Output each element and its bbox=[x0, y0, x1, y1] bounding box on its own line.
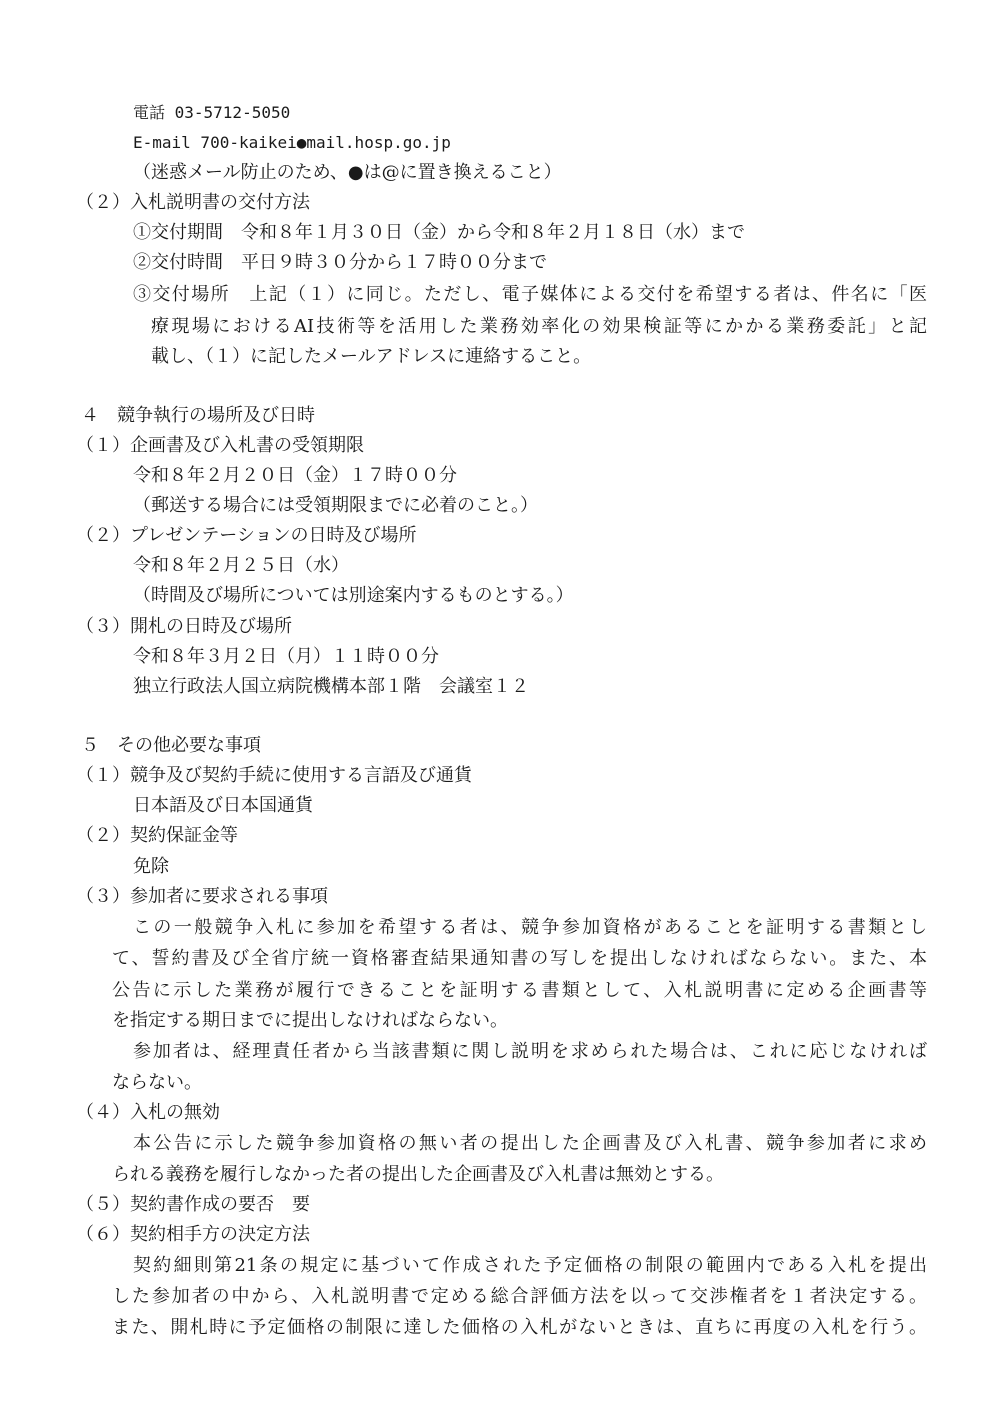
section-3-2-heading: （２）入札説明書の交付方法 bbox=[76, 192, 310, 213]
section-5-2-heading: （２）契約保証金等 bbox=[76, 825, 238, 846]
section-5-2-body: 免除 bbox=[133, 856, 169, 877]
section-5-6-heading: （６）契約相手方の決定方法 bbox=[76, 1224, 310, 1245]
section-4-2-date: 令和８年２月２５日（水） bbox=[133, 555, 349, 576]
section-5-4-line-1: 本公告に示した競争参加資格の無い者の提出した企画書及び入札書、競争参加者に求め bbox=[133, 1133, 927, 1154]
issue-period: ①交付期間 令和８年１月３０日（金）から令和８年２月１８日（水）まで bbox=[133, 222, 745, 243]
issue-time: ②交付時間 平日９時３０分から１７時００分まで bbox=[133, 252, 547, 273]
section-5-3-heading: （３）参加者に要求される事項 bbox=[76, 886, 328, 907]
section-4-1-heading: （１）企画書及び入札書の受領期限 bbox=[76, 435, 364, 456]
section-5-title: ５ その他必要な事項 bbox=[81, 735, 261, 756]
section-5-6-line-2: した参加者の中から、入札説明書で定める総合評価方法を以って交渉権者を１者決定する。 bbox=[112, 1286, 927, 1307]
section-4-3-place: 独立行政法人国立病院機構本部１階 会議室１２ bbox=[133, 676, 529, 697]
section-4-3-heading: （３）開札の日時及び場所 bbox=[76, 616, 292, 637]
section-5-5-heading: （５）契約書作成の要否 要 bbox=[76, 1194, 310, 1215]
section-5-1-heading: （１）競争及び契約手続に使用する言語及び通貨 bbox=[76, 765, 472, 786]
contact-note: （迷惑メール防止のため、●は@に置き換えること） bbox=[133, 162, 562, 183]
issue-place-line-1: ③交付場所 上記（１）に同じ。ただし、電子媒体による交付を希望する者は、件名に「医 bbox=[133, 284, 927, 305]
section-4-3-date: 令和８年３月２日（月）１１時００分 bbox=[133, 646, 439, 667]
contact-phone: 電話 03-5712-5050 bbox=[133, 103, 291, 122]
section-5-4-heading: （４）入札の無効 bbox=[76, 1102, 220, 1123]
issue-place-line-2: 療現場におけるAI技術等を活用した業務効率化の効果検証等にかかる業務委託」と記 bbox=[151, 316, 927, 337]
section-5-6-line-1: 契約細則第21条の規定に基づいて作成された予定価格の制限の範囲内である入札を提出 bbox=[133, 1255, 927, 1276]
section-5-6-line-3: また、開札時に予定価格の制限に達した価格の入札がないときは、直ちに再度の入札を行う。 bbox=[112, 1317, 927, 1338]
section-5-1-body: 日本語及び日本国通貨 bbox=[133, 795, 313, 816]
section-4-2-note: （時間及び場所については別途案内するものとする。） bbox=[133, 585, 574, 606]
contact-email: E-mail 700-kaikei●mail.hosp.go.jp bbox=[133, 133, 451, 152]
section-5-3-para-2-line-2: ならない。 bbox=[112, 1072, 202, 1093]
section-5-3-para-2-line-1: 参加者は、経理責任者から当該書類に関し説明を求められた場合は、これに応じなければ bbox=[133, 1041, 927, 1062]
section-4-1-date: 令和８年２月２０日（金）１７時００分 bbox=[133, 465, 457, 486]
issue-place-line-3: 載し、（１）に記したメールアドレスに連絡すること。 bbox=[151, 346, 592, 367]
section-5-4-line-2: られる義務を履行しなかった者の提出した企画書及び入札書は無効とする。 bbox=[112, 1164, 724, 1185]
section-5-3-para-1-line-4: を指定する期日までに提出しなければならない。 bbox=[112, 1010, 508, 1031]
section-5-3-para-1-line-1: この一般競争入札に参加を希望する者は、競争参加資格があることを証明する書類とし bbox=[133, 917, 927, 938]
section-4-1-note: （郵送する場合には受領期限までに必着のこと。） bbox=[133, 495, 538, 516]
section-4-title: ４ 競争執行の場所及び日時 bbox=[81, 405, 315, 426]
section-5-3-para-1-line-2: て、誓約書及び全省庁統一資格審査結果通知書の写しを提出しなければならない。また、本 bbox=[112, 948, 927, 969]
section-5-3-para-1-line-3: 公告に示した業務が履行できることを証明する書類として、入札説明書に定める企画書等 bbox=[112, 980, 927, 1001]
section-4-2-heading: （２）プレゼンテーションの日時及び場所 bbox=[76, 525, 417, 546]
